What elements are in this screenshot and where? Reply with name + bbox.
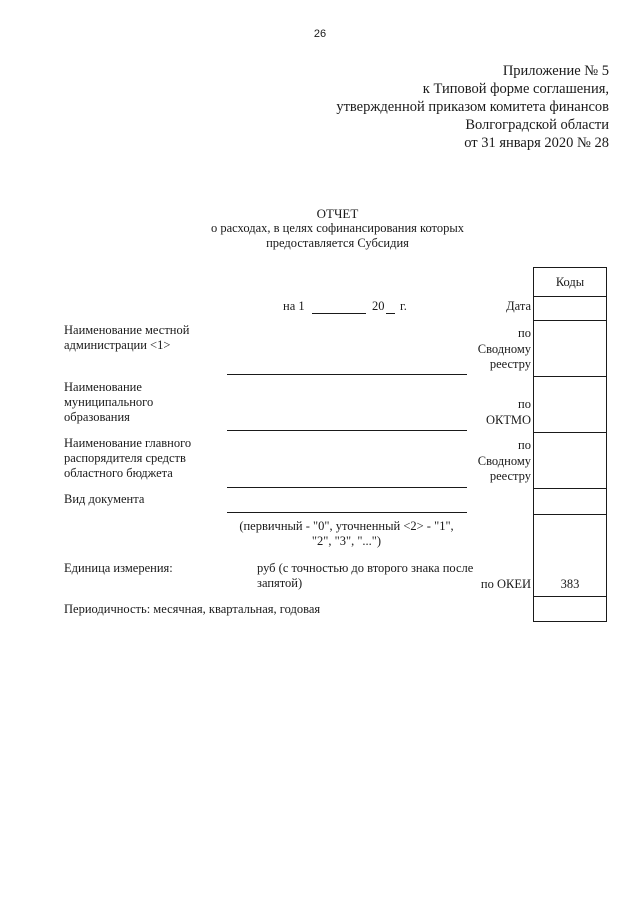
doc-type-field[interactable] [227, 512, 467, 513]
manager-label-line: Наименование главного [64, 436, 192, 450]
unit-value-line: руб (с точностью до второго знака после [257, 561, 474, 575]
periodicity-label: Периодичность: месячная, квартальная, годовая [64, 602, 321, 616]
codes-header: Коды [555, 275, 585, 289]
manager-label-line: областного бюджета [64, 466, 173, 480]
report-subtitle: предоставляется Субсидия [266, 236, 409, 250]
doc-type-hint [210, 519, 483, 549]
date-label: Дата [506, 299, 531, 313]
appendix-line: Волгоградской области [465, 117, 609, 133]
municipality-label [64, 380, 153, 425]
code-label-line: реестру [489, 357, 531, 371]
appendix-header [336, 62, 609, 152]
codes-divider [533, 320, 607, 321]
appendix-line: от 31 января 2020 № 28 [464, 135, 609, 151]
codes-divider [533, 596, 607, 597]
code-label-line: Сводному [477, 453, 531, 468]
code-label-line: по [518, 397, 531, 411]
codes-divider [533, 514, 607, 515]
municipality-label-line: образования [64, 410, 130, 424]
administration-label-line: администрации <1> [64, 338, 171, 352]
report-subtitle: о расходах, в целях софинансирования которых [210, 221, 464, 235]
code-label-line: реестру [489, 469, 531, 483]
okei-label: по ОКЕИ [480, 577, 531, 591]
municipality-field[interactable] [227, 430, 467, 431]
unit-value-line: запятой) [257, 576, 303, 590]
report-title: ОТЧЕТ [316, 206, 359, 221]
doc-type-label: Вид документа [64, 492, 145, 506]
okei-code: 383 [560, 577, 580, 591]
page-number: 26 [313, 28, 327, 40]
manager-label-line: распорядителя средств [64, 451, 186, 465]
administration-label [64, 323, 189, 353]
appendix-line: Приложение № 5 [502, 63, 609, 79]
appendix-line: утвержденной приказом комитета финансов [336, 99, 609, 115]
codes-divider [533, 488, 607, 489]
doc-type-hint-line: (первичный - "0", уточненный <2> - "1", [239, 519, 454, 533]
doc-type-hint-line: "2", "3", "...") [311, 534, 382, 548]
municipality-label-line: Наименование [64, 380, 142, 394]
manager-label [64, 436, 191, 481]
date-year-prefix: 20 [372, 299, 385, 313]
municipality-code-label [486, 397, 531, 428]
report-title-block [150, 206, 525, 251]
codes-divider [533, 432, 607, 433]
codes-divider [533, 296, 607, 297]
code-label-line: Сводному [477, 341, 531, 356]
code-label-line: ОКТМО [486, 412, 531, 427]
date-suffix: г. [400, 299, 407, 313]
date-year-field[interactable] [386, 313, 395, 314]
date-prefix: на 1 [283, 299, 305, 313]
appendix-line: к Типовой форме соглашения, [422, 81, 609, 97]
codes-divider [533, 376, 607, 377]
administration-field[interactable] [227, 374, 467, 375]
administration-label-line: Наименование местной [64, 323, 190, 337]
unit-value [257, 561, 473, 591]
administration-code-label [478, 326, 531, 373]
manager-field[interactable] [227, 487, 467, 488]
code-label-line: по [518, 438, 531, 452]
unit-label: Единица измерения: [64, 561, 173, 575]
municipality-label-line: муниципального [64, 395, 154, 409]
manager-code-label [478, 438, 531, 485]
date-day-month-field[interactable] [312, 313, 366, 314]
code-label-line: по [518, 326, 531, 340]
